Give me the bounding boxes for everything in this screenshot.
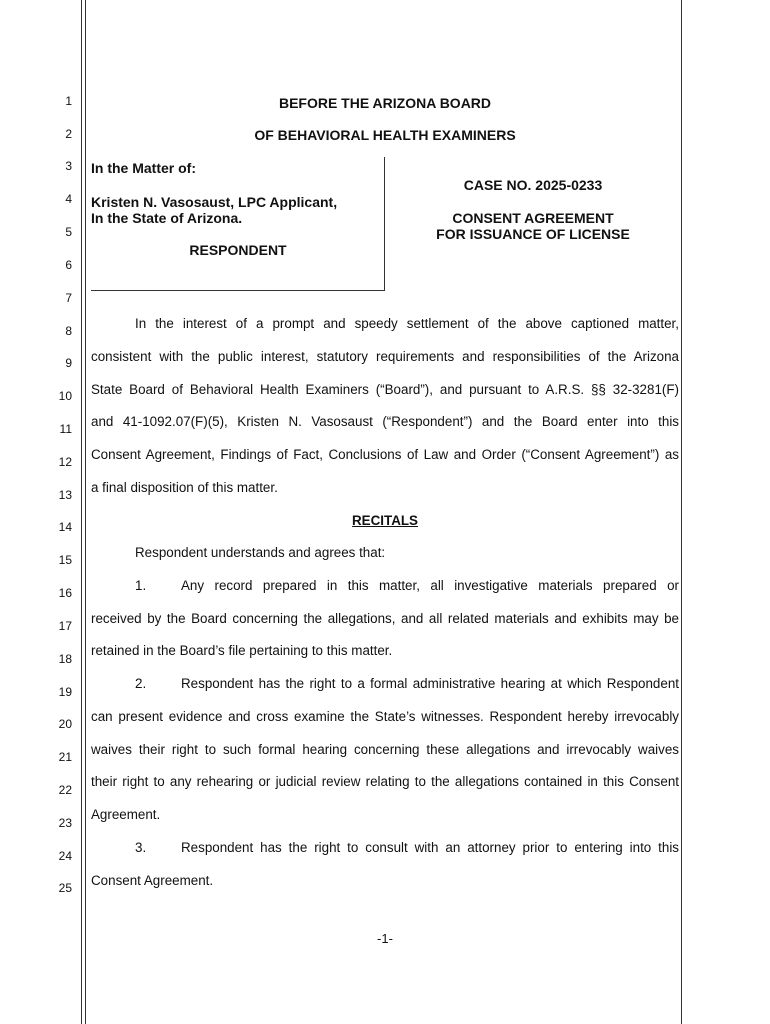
body-line: a final disposition of this matter. — [91, 480, 278, 495]
line-number: 24 — [58, 849, 72, 863]
line-number: 3 — [65, 159, 72, 173]
document-title-line2: FOR ISSUANCE OF LICENSE — [436, 226, 630, 242]
body-line: consistent with the public interest, statutory requirements and responsibilities of the Arizona — [91, 349, 679, 364]
line-number: 17 — [58, 619, 72, 633]
recitals-heading: RECITALS — [352, 513, 418, 528]
recital-item-first-line — [91, 578, 679, 594]
line-number: 15 — [58, 553, 72, 567]
caption-box-bottom-border — [91, 290, 385, 291]
in-matter-of-label: In the Matter of: — [91, 160, 196, 176]
body-line: Consent Agreement, Findings of Fact, Conclusions of Law and Order (“Consent Agreement”) as — [91, 447, 679, 462]
body-line: can present evidence and cross examine the State’s witnesses. Respondent hereby irrevocably — [91, 709, 679, 724]
body-line: and 41-1092.07(F)(5), Kristen N. Vasosaust (“Respondent”) and the Board enter into this — [91, 414, 679, 429]
line-number: 20 — [58, 717, 72, 731]
recital-item-first-line — [91, 840, 679, 856]
line-number: 25 — [58, 881, 72, 895]
body-line: Consent Agreement. — [91, 873, 214, 888]
line-number: 5 — [65, 225, 72, 239]
respondent-state: In the State of Arizona. — [91, 210, 243, 226]
line-number: 14 — [58, 520, 72, 534]
body-line: Respondent has the right to consult with an attorney prior to entering into this — [181, 840, 679, 855]
line-number: 1 — [65, 94, 72, 108]
body-line: State Board of Behavioral Health Examiners (“Board”), and pursuant to A.R.S. §§ 32-3281(F) — [91, 382, 679, 397]
left-margin-rule-outer — [81, 0, 82, 1024]
recital-item-number: 3. — [135, 840, 147, 855]
line-number: 11 — [59, 422, 72, 436]
body-line: their right to any rehearing or judicial review relating to the allegations contained in this Consent — [91, 774, 679, 789]
recitals-intro: Respondent understands and agrees that: — [135, 545, 386, 560]
body-line: received by the Board concerning the allegations, and all related materials and exhibits may be — [91, 611, 679, 626]
document-title-line1: CONSENT AGREEMENT — [452, 210, 614, 226]
recital-item-number: 1. — [135, 578, 147, 593]
line-number: 18 — [58, 652, 72, 666]
line-number: 4 — [65, 192, 72, 206]
respondent-name: Kristen N. Vasosaust, LPC Applicant, — [91, 194, 338, 210]
body-line: Respondent has the right to a formal administrative hearing at which Respondent — [181, 676, 679, 691]
body-line: retained in the Board’s file pertaining to this matter. — [91, 643, 393, 658]
body-line: waives their right to such formal hearing concerning these allegations and irrevocably waives — [91, 742, 679, 757]
left-margin-rule-inner — [85, 0, 86, 1024]
line-number: 13 — [58, 488, 72, 502]
line-number: 21 — [58, 750, 72, 764]
line-number: 6 — [65, 258, 72, 272]
body-line: In the interest of a prompt and speedy settlement of the above captioned matter, — [135, 316, 679, 331]
page-number: -1- — [377, 931, 393, 946]
recital-item-first-line — [91, 676, 679, 692]
line-number: 8 — [65, 324, 72, 338]
line-number: 19 — [58, 685, 72, 699]
line-number: 9 — [65, 356, 72, 370]
line-number: 10 — [58, 389, 72, 403]
body-line: Any record prepared in this matter, all investigative materials prepared or — [181, 578, 679, 593]
respondent-label: RESPONDENT — [189, 242, 287, 258]
line-number: 23 — [58, 816, 72, 830]
recital-item-number: 2. — [135, 676, 147, 691]
right-margin-rule — [681, 0, 682, 1024]
line-number: 16 — [58, 586, 72, 600]
board-title-line1: BEFORE THE ARIZONA BOARD — [278, 95, 492, 111]
case-number: CASE NO. 2025-0233 — [463, 177, 603, 193]
board-title-line2: OF BEHAVIORAL HEALTH EXAMINERS — [254, 127, 516, 143]
line-number: 22 — [58, 783, 72, 797]
line-number: 2 — [65, 127, 72, 141]
line-number: 7 — [65, 291, 72, 305]
line-number: 12 — [58, 455, 72, 469]
body-line: Agreement. — [91, 807, 161, 822]
